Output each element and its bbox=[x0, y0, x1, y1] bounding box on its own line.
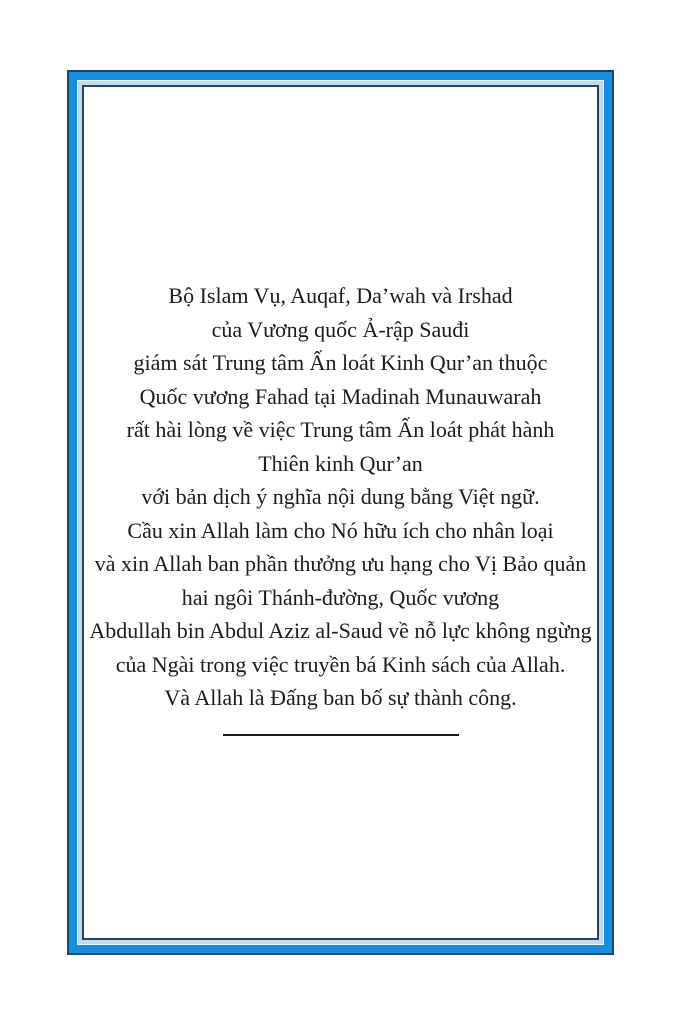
text-line: của Vương quốc Ả-rập Sauđi bbox=[211, 316, 470, 342]
frame-bright-band bbox=[69, 72, 612, 953]
text-line: của Ngài trong việc truyền bá Kinh sách của Allah. bbox=[115, 651, 566, 677]
frame-white-sliver bbox=[77, 80, 604, 945]
frame-inner-line bbox=[82, 85, 599, 940]
text-line: với bản dịch ý nghĩa nội dung bằng Việt ngữ. bbox=[141, 484, 540, 509]
frame-pale-band bbox=[78, 81, 603, 944]
text-line: Abdullah bin Abdul Aziz al-Saud về nỗ lực không ngừng bbox=[89, 618, 592, 643]
decorative-frame bbox=[67, 70, 614, 955]
text-line: Cầu xin Allah làm cho Nó hữu ích cho nhân loại bbox=[127, 517, 554, 543]
text-line: Quốc vương Fahad tại Madinah Munauwarah bbox=[139, 383, 542, 409]
text-block bbox=[84, 279, 597, 715]
text-line: Bộ Islam Vụ, Auqaf, Da’wah và Irshad bbox=[168, 283, 513, 308]
text-line: hai ngôi Thánh-đường, Quốc vương bbox=[181, 584, 500, 610]
page-content bbox=[84, 87, 597, 938]
divider bbox=[223, 734, 459, 736]
text-line: Thiên kinh Qur’an bbox=[258, 450, 423, 476]
text-line: giám sát Trung tâm Ấn loát Kinh Qur’an thuộc bbox=[133, 350, 548, 375]
text-line: và xin Allah ban phần thưởng ưu hạng cho Vị Bảo quản bbox=[94, 551, 587, 576]
text-line: Và Allah là Đấng ban bố sự thành công. bbox=[164, 685, 517, 710]
text-line: rất hài lòng về việc Trung tâm Ấn loát phát hành bbox=[126, 417, 555, 442]
